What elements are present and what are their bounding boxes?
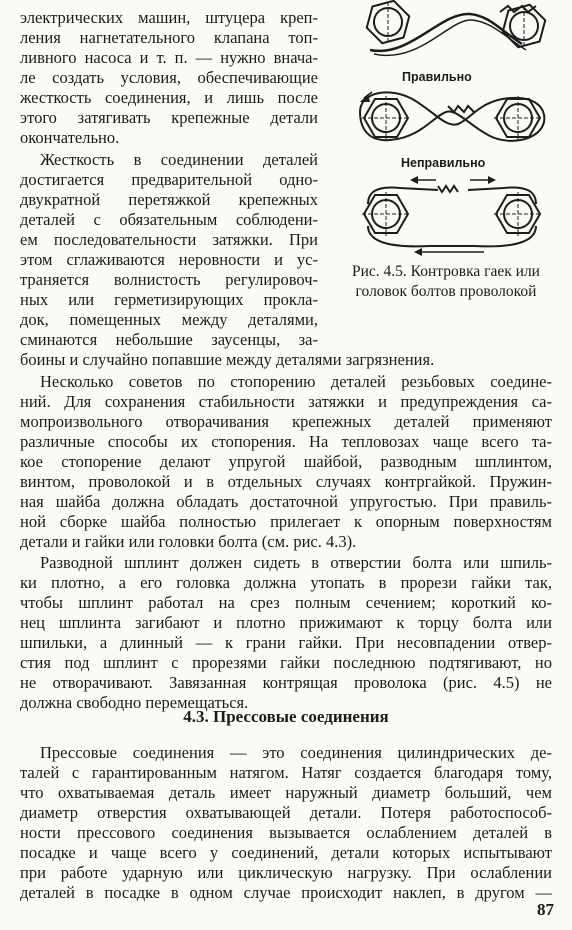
text-line: ле создать условия, обеспечивающие	[20, 68, 318, 87]
text-line: при работе ударную или циклическую нагрузку. При ослаблении	[20, 863, 552, 882]
text-line: ний. Для сохранения стабильности затяжки и предупреждения са-	[20, 392, 552, 411]
text-line: шпильки, а длинный — к грани гайки. При несовпадении отвер-	[20, 633, 552, 652]
label-incorrect: Неправильно	[401, 156, 486, 170]
text-line: стия под шплинт с прорезями гайки последнюю подтягивают, но	[20, 653, 552, 672]
text-line: этом сглаживаются неровности и ус-	[20, 250, 318, 269]
text-line: деталей с обязательным соблюдени-	[20, 210, 318, 229]
text-line: окончательно.	[20, 128, 120, 147]
text-line: ливного насоса и т. п. — нужно внача-	[20, 48, 318, 67]
text-line: жесткость соединения, и лишь после	[20, 88, 318, 107]
text-line: кое стопорение делают упругой шайбой, разводным шплинтом,	[20, 452, 552, 471]
text-line: Жесткость в соединении деталей	[40, 150, 318, 169]
caption-line: головок болтов проволокой	[355, 283, 537, 300]
figure-caption	[335, 262, 557, 302]
text-line: талей с гарантированным натягом. Натяг создается благодаря тому,	[20, 763, 552, 782]
top-nut-left	[362, 0, 414, 46]
text-line: мопроизвольного отворачивания крепежных деталей применяют	[20, 412, 552, 431]
text-line: двукратной перетяжкой крепежных	[20, 190, 318, 209]
caption-line: Рис. 4.5. Контровка гаек или	[352, 263, 540, 280]
text-line: ности прессового соединения вызывается ослаблением деталей в	[20, 823, 552, 842]
text-line: ления нагнетательного клапана топ-	[20, 28, 318, 47]
text-line: чтобы шплинт работал на срез полным сечением; короткий ко-	[20, 593, 552, 612]
text-line: ной сборке шайба полностью прилегает к опорным поверхностям	[20, 512, 552, 531]
text-line: ем последовательности затяжки. При	[20, 230, 318, 249]
text-line: не отворачивают. Завязанная контрящая проволока (рис. 4.5) не	[20, 673, 552, 692]
text-line: ных или герметизирующих проклa-	[20, 290, 318, 309]
text-line: Несколько советов по стопорению деталей резьбовых соедине-	[40, 372, 552, 391]
text-line: должна свободно перемещаться.	[20, 693, 249, 712]
text-line: ная шайба должна обладать достаточной упругостью. При правиль-	[20, 492, 552, 511]
text-line: ки плотно, а его головка должна утопать в прорези гайки так,	[20, 573, 552, 592]
text-line: различные способы их стопорения. На тепловозах чаще всего та-	[20, 432, 552, 451]
text-line: Разводной шплинт должен сидеть в отверстии болта или шпиль-	[40, 553, 552, 572]
text-line: что охватываемая деталь имеет наружный диаметр больший, чем	[20, 783, 552, 802]
text-line: нец шплинта загибают и плотно прижимают к торцу болта или	[20, 613, 552, 632]
text-line: электрических машин, штуцера креп-	[20, 8, 318, 27]
text-line: Прессовые соединения — это соединения цилиндрических де-	[40, 743, 552, 762]
text-line: диаметр отверстия охватывающей детали. Потеря работоспособ-	[20, 803, 552, 822]
middle-nut-left	[362, 96, 410, 140]
text-line: детали и гайки или головки болта (см. рис. 4.3).	[20, 532, 357, 551]
text-line: траняется волнистость регулировоч-	[20, 270, 318, 289]
text-line: деталей в посадке в одном случае происходит наклеп, в другом —	[20, 883, 552, 902]
text-line: этого затягивать крепежные детали	[20, 108, 318, 127]
section-heading: 4.3. Прессовые соединения	[183, 707, 389, 726]
text-line: посадке и чаще всего у соединений, детали которых испытывают	[20, 843, 552, 862]
wire-locking-diagram	[350, 0, 560, 262]
text-line: сминаются небольшие заусенцы, за-	[20, 330, 318, 349]
label-correct: Правильно	[402, 70, 472, 84]
page-number: 87	[537, 900, 554, 919]
text-line: винтом, проволокой и в отдельных случаях контргайкой. Пружин-	[20, 472, 552, 491]
text-line: док, помещенных между деталями,	[20, 310, 318, 329]
text-line: боины и случайно попавшие между деталями загрязнения.	[20, 350, 435, 369]
text-line: достигается предварительной одно-	[20, 170, 318, 189]
